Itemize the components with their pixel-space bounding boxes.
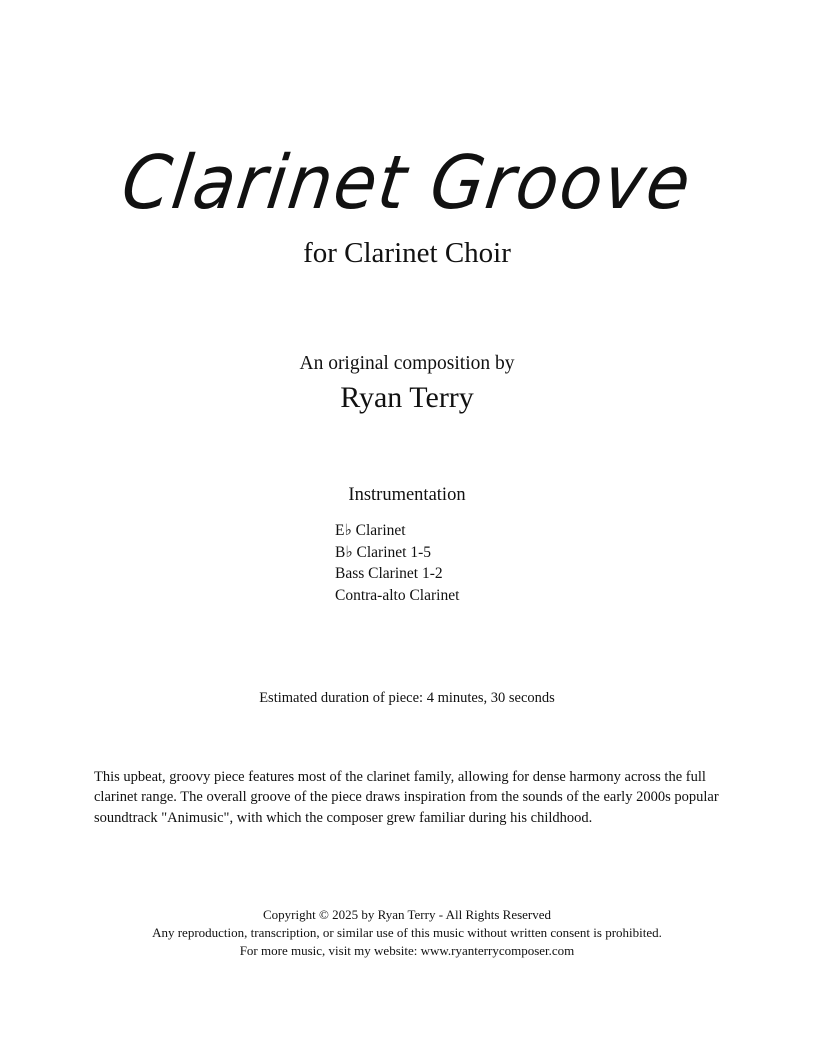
copyright-line: Copyright © 2025 by Ryan Terry - All Rights Reserved [262, 907, 552, 922]
program-description: This upbeat, groovy piece features most of the clarinet family, allowing for dense harmony across the full clarinet range. The overall groove of the piece draws inspiration from the sounds of the early 2000s popular soundtrack "Animusic", with which the composer grew familiar during his childhood. [94, 769, 719, 826]
estimated-duration: Estimated duration of piece: 4 minutes, 30 seconds [259, 690, 555, 706]
piece-subtitle: for Clarinet Choir [303, 237, 511, 269]
instrumentation-heading: Instrumentation [348, 485, 466, 505]
instrument-item: E♭ Clarinet [335, 522, 406, 539]
instrument-item: Bass Clarinet 1-2 [335, 565, 443, 582]
copyright-footer [0, 906, 814, 960]
composition-byline: An original composition by [299, 353, 515, 374]
piece-title: Clarinet Groove [117, 140, 697, 226]
website-line: For more music, visit my website: www.ryanterrycomposer.com [239, 943, 575, 958]
usage-notice: Any reproduction, transcription, or similar use of this music without written consent is prohibited. [152, 925, 662, 940]
instrument-item: B♭ Clarinet 1-5 [335, 543, 431, 561]
instrumentation-list [335, 520, 459, 606]
instrument-item: Contra-alto Clarinet [335, 586, 460, 604]
composer-name: Ryan Terry [340, 381, 474, 414]
